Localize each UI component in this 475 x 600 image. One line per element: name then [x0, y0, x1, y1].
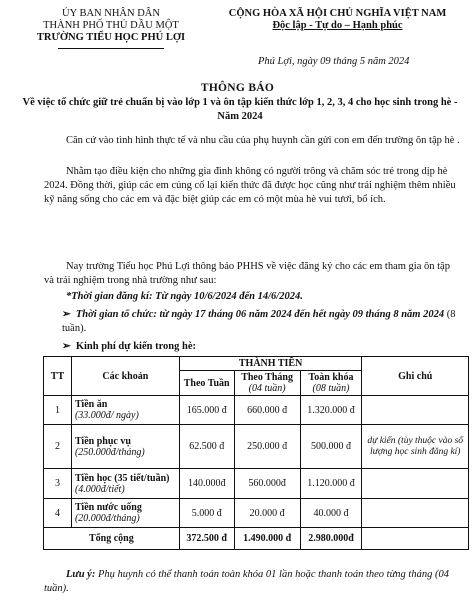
row-item-name: Tiền phục vụ [74, 435, 131, 447]
row-week: 62.500 đ [179, 425, 234, 469]
document-subtitle: Về việc tổ chức giữ trẻ chuẩn bị vào lớp 1 và ôn tập kiến thức lớp 1, 2, 3, 4 cho học sinh trong hè - Năm 2024 [22, 97, 458, 122]
row-month: 660.000 đ [234, 396, 300, 425]
row-week: 165.000 đ [179, 396, 234, 425]
table-row [44, 396, 469, 425]
row-month: 250.000 đ [234, 425, 300, 469]
issuer-underline [58, 48, 164, 49]
registration-period: *Thời gian đăng kí: Từ ngày 10/6/2024 đến 14/6/2024. [66, 291, 303, 302]
row-tt: 3 [44, 469, 72, 499]
payment-note-text: Phụ huynh có thể thanh toán toàn khóa 01 lần hoặc thanh toán theo từng tháng (04 tuần). [44, 569, 449, 594]
row-week: 5.000 đ [179, 499, 234, 528]
cost-heading [62, 340, 196, 354]
row-item [71, 396, 179, 425]
row-full: 40.000 đ [300, 499, 362, 528]
col-month-label: Theo Tháng [241, 372, 293, 383]
col-full-sub: (08 tuần) [312, 383, 350, 394]
arrow-bullet-icon: ➢ [62, 309, 71, 320]
row-item-name: Tiền nước uống [74, 502, 142, 513]
issuer-line-1: ỦY BAN NHÂN DÂN [62, 8, 160, 19]
row-full: 1.320.000 đ [300, 396, 362, 425]
organization-time [62, 308, 462, 336]
col-tt: TT [44, 357, 72, 396]
paragraph-announcement: Nay trường Tiểu học Phú Lợi thông báo PHHS về việc đăng ký cho các em tham gia ôn tập và trải nghiệm trong nhà trường như sau: [44, 261, 450, 286]
row-tt: 2 [44, 425, 72, 469]
row-week: 140.000đ [179, 469, 234, 499]
row-item-name: Tiền học (35 tiết/tuần) [74, 472, 170, 484]
national-motto: Độc lập - Tự do – Hạnh phúc [272, 20, 403, 31]
row-full: 1.120.000 đ [300, 469, 362, 499]
row-full: 500.000 đ [300, 425, 362, 469]
row-item-name: Tiền ăn [74, 399, 108, 410]
issuer-line-2: THÀNH PHỐ THỦ DẦU MỘT [43, 20, 179, 31]
place-date: Phú Lợi, ngày 09 tháng 5 năm 2024 [258, 56, 410, 67]
country-name: CỘNG HÒA XÃ HỘI CHỦ NGHĨA VIỆT NAM [228, 8, 447, 19]
row-note: dự kiến (tùy thuộc vào số lượng học sinh đăng kí) [362, 425, 469, 469]
row-item [71, 469, 179, 499]
table-row [44, 425, 469, 469]
col-note: Ghi chú [362, 357, 469, 396]
col-full [300, 371, 362, 396]
paragraph-purpose: Nhằm tạo điều kiện cho những gia đình không có người trông và chăm sóc trẻ trong dịp hè 2024. Đồng thời, giúp các em củng cố lại kiến thức đã được học cũng như trải nghiệm thêm nhiều kỹ năng sống cho các em và đặc biệt giúp các em có một mùa hè vui tươi, bổ ích. [44, 166, 456, 205]
total-week: 372.500 đ [179, 528, 234, 550]
col-items: Các khoản [71, 357, 179, 396]
row-item-sub: (33.000đ/ ngày) [74, 410, 139, 421]
arrow-bullet-icon: ➢ [62, 341, 71, 352]
col-month [234, 371, 300, 396]
total-note [362, 528, 469, 550]
col-group-amount: THÀNH TIỀN [179, 357, 362, 371]
row-tt: 4 [44, 499, 72, 528]
document-title: THÔNG BÁO [200, 82, 275, 94]
table-row [44, 499, 469, 528]
payment-note [44, 568, 464, 596]
row-tt: 1 [44, 396, 72, 425]
row-item-sub: (250.000đ/tháng) [74, 446, 145, 458]
organization-time-suffix: (8 tuần). [62, 309, 456, 334]
national-header [210, 8, 465, 32]
paragraph-basis: Căn cứ vào tình hình thực tế và nhu cầu của phụ huynh cần gửi con em đến trường ôn tập hè . [66, 135, 460, 146]
row-item-sub: (4.000đ/tiết) [74, 483, 125, 495]
row-note [362, 396, 469, 425]
row-note [362, 469, 469, 499]
row-month: 20.000 đ [234, 499, 300, 528]
col-full-label: Toàn khóa [308, 372, 354, 383]
row-item-sub: (20.000đ/tháng) [74, 513, 140, 524]
cost-heading-label: Kinh phí dự kiến trong hè: [75, 341, 196, 352]
issuer-block [16, 8, 206, 44]
total-month: 1.490.000 đ [234, 528, 300, 550]
payment-note-label: Lưu ý: [66, 569, 96, 580]
total-row [44, 528, 469, 550]
row-note [362, 499, 469, 528]
organization-time-value: từ ngày 17 tháng 06 năm 2024 đến hết ngày 09 tháng 8 năm 2024 [159, 309, 445, 320]
row-item [71, 425, 179, 469]
col-month-sub: (04 tuần) [248, 383, 286, 394]
total-label: Tổng cộng [44, 528, 180, 550]
col-week: Theo Tuần [179, 371, 234, 396]
row-month: 560.000đ [234, 469, 300, 499]
fee-table [43, 356, 469, 550]
table-row [44, 469, 469, 499]
row-item [71, 499, 179, 528]
organization-time-label: Thời gian tổ chức: [75, 309, 157, 320]
school-name: TRƯỜNG TIỂU HỌC PHÚ LỢI [36, 32, 186, 43]
total-full: 2.980.000đ [300, 528, 362, 550]
